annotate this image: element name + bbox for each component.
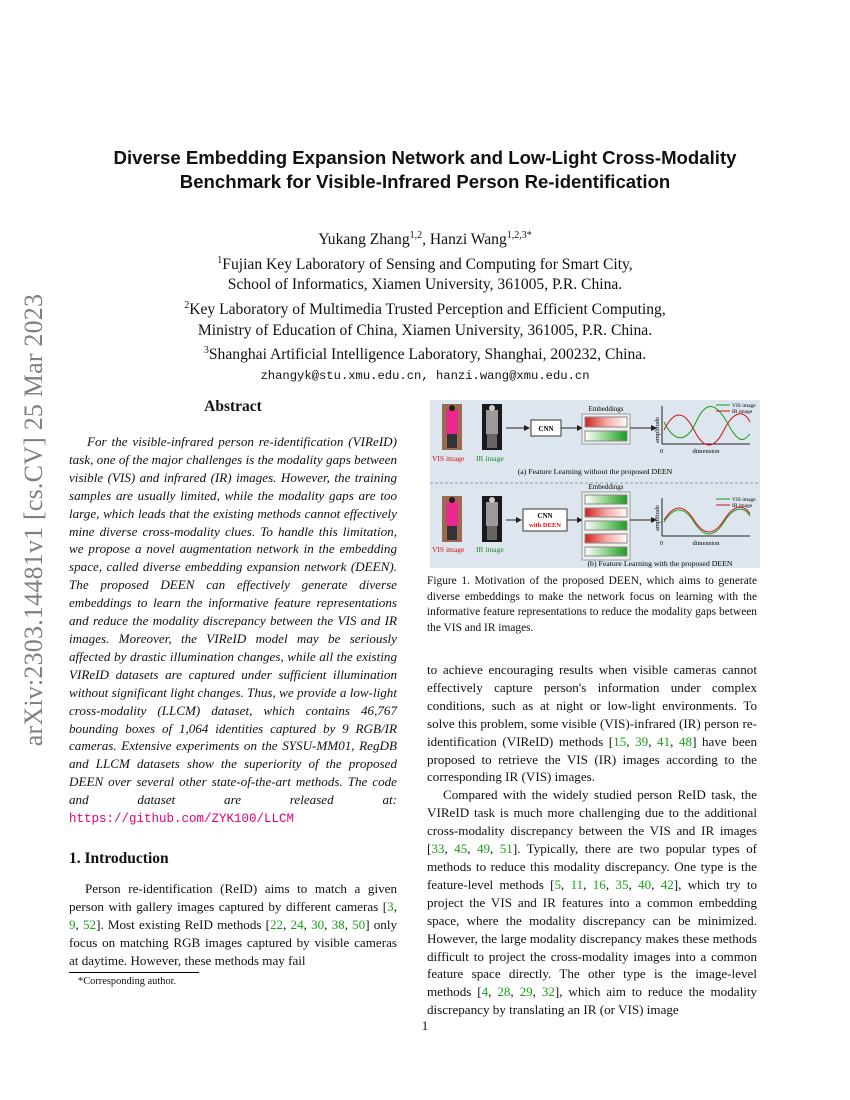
citation[interactable]: 41 xyxy=(657,733,671,749)
intro-body: Person re-identification (ReID) aims to match a given person with gallery images captured by different cameras [3, 9, 52]. Most existing ReID methods [22, 24, 30, 38, 50] only focus on matching RGB images captured by visible cameras at daytime. However, these methods may fail xyxy=(69,881,398,968)
ir-person-icon xyxy=(482,404,502,450)
vis-person-icon xyxy=(442,404,462,450)
footnote-rule xyxy=(69,972,199,973)
citation[interactable]: 45 xyxy=(454,841,468,857)
citation[interactable]: 15 xyxy=(613,733,627,749)
cnn-deen-box: CNN xyxy=(537,512,553,520)
citation[interactable]: 33 xyxy=(431,841,445,857)
citation[interactable]: 30 xyxy=(311,916,325,932)
svg-text:VIS image: VIS image xyxy=(732,403,756,409)
citation[interactable]: 49 xyxy=(476,841,491,857)
citation[interactable]: 51 xyxy=(499,841,513,857)
author-names: Yukang Zhang$^{1,2}$, Hanzi Wang$^{1,2,3*}$ xyxy=(318,230,532,249)
citation[interactable]: 3 xyxy=(387,898,394,914)
origin-label: 0 xyxy=(660,448,664,455)
figure-caption: Figure 1. Motivation of the proposed DEEN, which aims to generate diverse embeddings to make the network focus on learning with the informative feature representations to reduce the modality gaps between the VIS and IR images. xyxy=(427,575,757,634)
citation[interactable]: 29 xyxy=(519,984,533,1000)
intro-heading: 1. Introduction xyxy=(69,850,169,867)
svg-text:IR image: IR image xyxy=(732,409,753,415)
citation[interactable]: 48 xyxy=(678,733,693,749)
embeddings-label: Embeddings xyxy=(588,405,624,413)
svg-text:IR image: IR image xyxy=(476,545,504,554)
svg-text:with DEEN: with DEEN xyxy=(529,522,561,529)
vis-image-label: VIS image xyxy=(432,454,465,463)
author-emails: zhangyk@stu.xmu.edu.cn, hanzi.wang@xmu.edu.cn xyxy=(260,368,590,383)
subcaption-b: (b) Feature Learning with the proposed DEEN xyxy=(587,559,733,568)
page-number: 1 xyxy=(421,1018,429,1033)
citation[interactable]: 50 xyxy=(352,916,366,932)
subcaption-a: (a) Feature Learning without the proposed DEEN xyxy=(517,467,673,476)
citation[interactable]: 32 xyxy=(541,984,555,1000)
citation[interactable]: 4 xyxy=(481,984,489,1000)
citation[interactable]: 9 xyxy=(69,916,76,932)
svg-text:Embeddings: Embeddings xyxy=(588,483,624,491)
right-column-body: to achieve encouraging results when visible cameras cannot effectively capture person's information under complex conditions, such as at night or low-light environments. To solve this problem, some visible (VIS)-infrared (IR) person re-identification (VIReID) methods [15, 39, 41, 48] have been proposed to retrieve the VIS (IR) images according to the corresponding IR (VIS) images. Compared with the widely studied person ReID task, the VIReID task is much more challenging due to the additional cross-modality discrepancy between the VIS and IR images [33, 45, 49, 51]. Typically, there are two popular types of methods to reduce this modality discrepancy. One type is the feature-level methods [5, 11, 16, 35, 40, 42], which try to project the VIS and IR features into a common embedding space, where the modality discrepancy can be minimized. However, the large modality discrepancy makes these methods difficult to project the cross-modality images into a common feature space directly. The other type is the image-level methods [4, 28, 29, 32], which aim to reduce the modality discrepancy by translating an IR (or VIS) image xyxy=(427,662,758,1018)
citation[interactable]: 28 xyxy=(497,984,511,1000)
ir-person-icon xyxy=(482,496,502,542)
citation[interactable]: 40 xyxy=(638,876,652,892)
abstract-body: For the visible-infrared person re-identification (VIReID) task, one of the major challenges is the modality gaps between visible (VIS) and infrared (IR) images. However, the training samples are usually limited, while the modality gaps are too large, which leads that the existing methods cannot effectively mine diverse cross-modality clues. To handle this limitation, we propose a novel augmentation network in the embedding space, called diverse embedding expansion network (DEEN). The proposed DEEN can effectively generate diverse embeddings to learn the informative feature representations and reduce the modality discrepancy between the VIS and IR images. Moreover, the VIReID model may be seriously affected by drastic illumination changes, while all the existing VIReID datasets are captured under sufficient illumination without significant light changes. Thus, we provide a low-light cross-modality (LLCM) dataset, which contains 46,767 bounding boxes of 1,064 identities captured by 9 RGB/IR cameras. Extensive experiments on the SYSU-MM01, RegDB and LLCM datasets show the superiority of the proposed DEEN over several other state-of-the-art methods. The code and dataset are released at: https://github.com/ZYK100/LLCM xyxy=(69,434,397,827)
citation[interactable]: 24 xyxy=(290,916,304,932)
citation[interactable]: 42 xyxy=(660,876,674,892)
svg-text:dimension: dimension xyxy=(692,540,720,547)
svg-text:0: 0 xyxy=(660,540,664,547)
citation[interactable]: 11 xyxy=(570,876,584,892)
svg-text:IR image: IR image xyxy=(732,503,753,509)
affiliation-1: $^1$Fujian Key Laboratory of Sensing and Computing for Smart City, xyxy=(217,254,633,273)
svg-text:amplitude: amplitude xyxy=(654,505,661,531)
code-link[interactable]: https://github.com/ZYK100/LLCM xyxy=(69,812,295,827)
amplitude-label: amplitude xyxy=(654,417,661,443)
svg-text:VIS image: VIS image xyxy=(732,497,756,503)
cnn-box: CNN xyxy=(538,425,554,433)
affiliation-2: $^2$Key Laboratory of Multimedia Trusted Perception and Efficient Computing, xyxy=(184,299,666,319)
citation[interactable]: 35 xyxy=(615,876,629,892)
affiliation-3: $^3$Shanghai Artificial Intelligence Laboratory, Shanghai, 200232, China. xyxy=(203,345,647,364)
citation[interactable]: 39 xyxy=(635,733,649,749)
arxiv-stamp: arXiv:2303.14481v1 [cs.CV] 25 Mar 2023 xyxy=(19,293,48,747)
vis-person-icon xyxy=(442,496,462,542)
citation[interactable]: 52 xyxy=(82,916,97,932)
paper-title: Diverse Embedding Expansion Network and Low-Light Cross-Modality Benchmark for Visible-Infrared Person Re-identification xyxy=(113,147,737,192)
citation[interactable]: 22 xyxy=(270,916,284,932)
author-block: Yukang Zhang$^{1,2}$, Hanzi Wang$^{1,2,3*}$ $^1$Fujian Key Laboratory of Sensing and Computing for Smart City, School of Informatics, Xiamen University, 361005, P.R. China. $^2$Key Laboratory of Multimedia Trusted Perception and Efficient Computing, Ministry of Education of China, Xiamen University, 361005, P.R. China. $^3$Shanghai Artificial Intelligence Laboratory, Shanghai, 200232, China. zhangyk@stu.xmu.edu.cn, hanzi.wang@xmu.edu.cn xyxy=(70,226,780,386)
citation[interactable]: 38 xyxy=(331,916,345,932)
citation[interactable]: 5 xyxy=(554,876,561,892)
dimension-label: dimension xyxy=(692,448,720,455)
footnote: *Corresponding author. xyxy=(78,976,177,987)
citation[interactable]: 16 xyxy=(592,876,606,892)
svg-text:VIS image: VIS image xyxy=(432,545,465,554)
figure-1 xyxy=(430,400,760,568)
abstract-heading: Abstract xyxy=(204,398,262,415)
ir-image-label: IR image xyxy=(476,454,504,463)
